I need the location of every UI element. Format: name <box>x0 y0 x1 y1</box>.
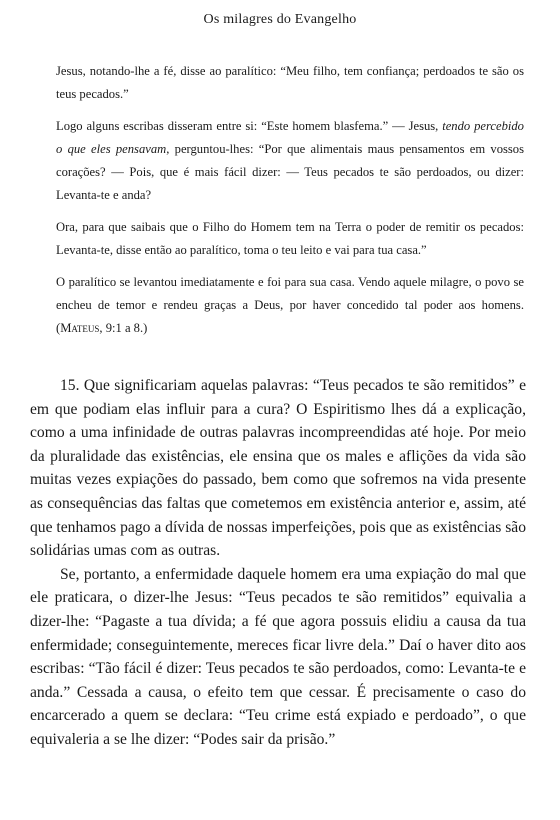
quote-paragraph-4 <box>56 271 524 340</box>
quote-paragraph-4-end: , 9:1 a 8.) <box>99 321 148 335</box>
quote-paragraph-3: Ora, para que saibais que o Filho do Homem tem na Terra o poder de remitir os pecados: Levanta-te, disse então ao paralítico, toma o teu leito e vai para tua casa.” <box>56 220 524 257</box>
quote-paragraph-2-start: Logo alguns escribas disseram entre si: “Este homem blasfema.” — Jesus, <box>56 119 443 133</box>
commentary-paragraph-15: 15. Que significariam aquelas palavras: “Teus pecados te são remitidos” e em que podiam elas influir para a cura? O Espiritismo lhes dá a explicação, como a uma infinidade de outras palavras incompreendidas até hoje. Por meio da pluralidade das existências, ele ensina que os males e aflições da vida são muitas vezes expiações do passado, bem como que sofremos na vida presente as consequências das faltas que cometemos em existência anterior e, assim, até que tenhamos pago a dívida de nossas imperfeições, pois que as existências são solidárias umas com as outras. <box>30 377 526 560</box>
quote-paragraph-2 <box>56 115 524 207</box>
quote-paragraph-2-italic: tendo percebido o que eles pensavam <box>56 119 524 156</box>
commentary-text <box>30 374 526 752</box>
quote-paragraph-4-start: O paralítico se levantou imediatamente e foi para sua casa. Vendo aquele milagre, o povo se encheu de temor e rendeu graças a Deus, por haver concedido tal poder aos homens. ( <box>56 275 524 335</box>
scripture-reference-book: Mateus <box>60 321 100 335</box>
quote-paragraph-2-end: , perguntou-lhes: “Por que alimentais maus pensamentos em vossos corações? — Pois, que é mais fácil dizer: — Teus pecados te são perdoados, ou dizer: Levanta-te e anda? <box>56 142 524 202</box>
scripture-quote-block <box>56 60 524 340</box>
running-head: Os milagres do Evangelho <box>203 12 357 27</box>
quote-paragraph-1: Jesus, notando-lhe a fé, disse ao paralítico: “Meu filho, tem confiança; perdoados te são os teus pecados.” <box>56 64 524 101</box>
commentary-paragraph-2: Se, portanto, a enfermidade daquele homem era uma expiação do mal que ele praticara, o dizer-lhe Jesus: “Teus pecados te são remitidos” equivalia a dizer-lhe: “Pagaste a tua dívida; a fé que agora possuis elidiu a causa da tua enfermidade; conseguintemente, mereces ficar livre dela.” Daí o haver dito aos escribas: “Tão fácil é dizer: Teus pecados te são perdoados, como: Levanta-te e anda.” Cessada a causa, o efeito tem que cessar. É precisamente o caso do encarcerado a quem se declara: “Teu crime está expiado e perdoado”, o que equivaleria a se lhe dizer: “Podes sair da prisão.” <box>30 565 526 748</box>
